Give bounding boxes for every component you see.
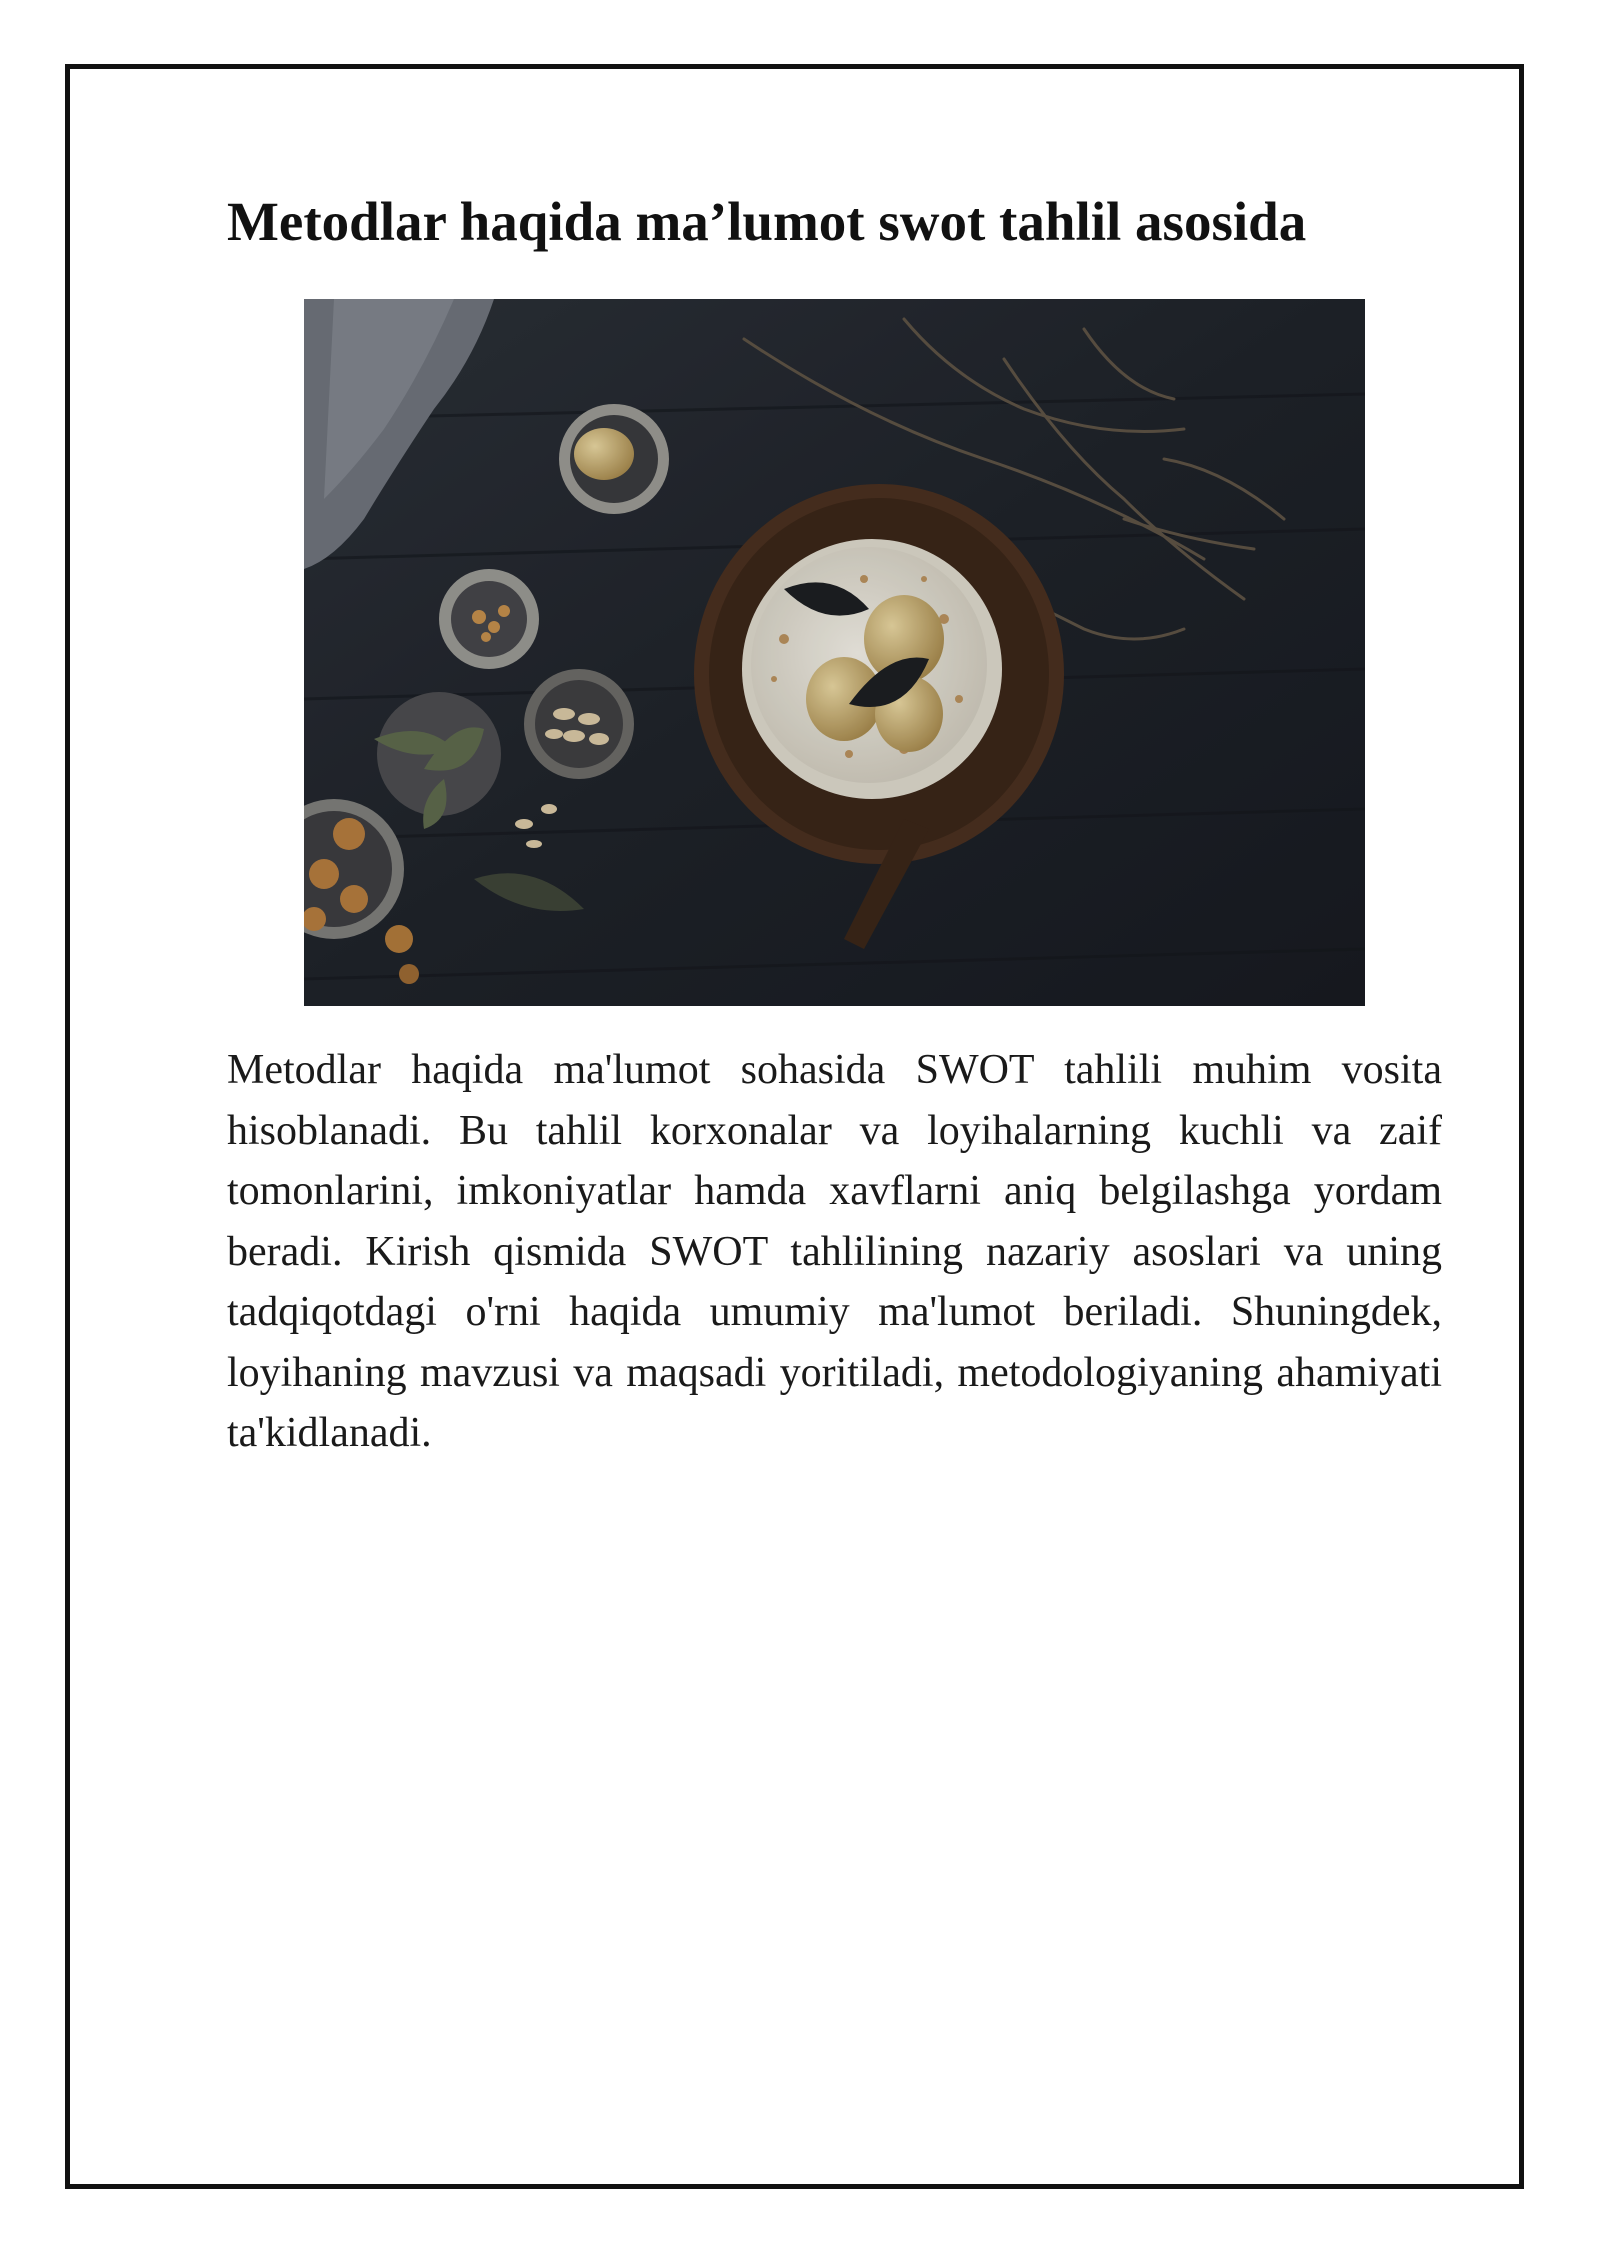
food-photo	[304, 299, 1365, 1006]
body-paragraph: Metodlar haqida ma'lumot sohasida SWOT tahlili muhim vosita hisoblanadi. Bu tahlil korxonalar va loyihalarning kuchli va zaif tomonlarini, imkoniyatlar hamda xavflarni aniq belgilashga yordam beradi. Kirish qismida SWOT tahlilining nazariy asoslari va uning tadqiqotdagi o'rni haqida umumiy ma'lumot beriladi. Shuningdek, loyihaning mavzusi va maqsadi yoritiladi, metodologiyaning ahamiyati ta'kidlanadi.	[227, 1047, 1442, 1456]
document-title: Metodlar haqida ma’lumot swot tahlil asosida	[227, 191, 1307, 252]
